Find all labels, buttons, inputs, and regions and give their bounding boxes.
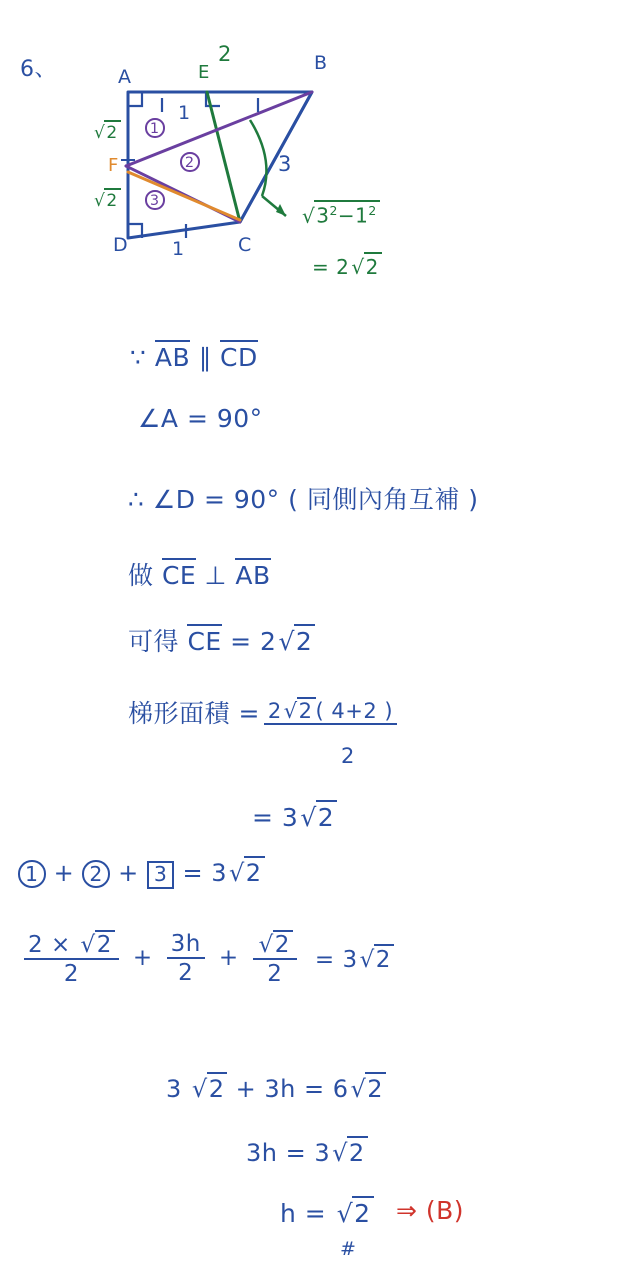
term-2-denominator: 2 <box>178 959 194 986</box>
term-3-denominator: 2 <box>267 961 283 988</box>
vertex-label-B: B <box>314 52 328 74</box>
solution-line-9 <box>20 930 394 986</box>
plus-sign-2: + <box>218 945 239 972</box>
vertex-label-C: C <box>238 234 252 256</box>
region-number-3: 3 <box>145 190 165 210</box>
term-2-fraction <box>167 932 205 985</box>
solution-line-12: h = √2 <box>280 1196 374 1228</box>
green-note-line2: = 2 √2 <box>312 252 382 279</box>
equation-rhs: = 3√2 <box>315 944 394 973</box>
region-number-2: 2 <box>180 152 200 172</box>
solution-line-8: 1 + 2 + 3 = 3√2 <box>18 856 265 889</box>
solution-line-1: ∵ AB ∥ CD <box>130 340 258 372</box>
final-answer: ⇒ (B) <box>396 1196 465 1225</box>
vertex-label-D: D <box>113 234 129 256</box>
vertex-label-E: E <box>198 62 210 83</box>
vertex-label-A: A <box>118 66 132 88</box>
trapezoid-area-fraction <box>264 697 397 727</box>
solution-line-3: ∴ ∠D = 90° ( 同側內角互補 ) <box>128 485 479 514</box>
vertex-label-F: F <box>108 155 119 176</box>
trapezoid-area-label: 梯形面積 = <box>128 699 260 728</box>
edge-label-3: 3 <box>278 152 292 176</box>
term-2-numerator: 3h <box>167 932 205 959</box>
solution-line-5: 可得 CE = 2√2 <box>128 622 315 658</box>
fraction-denominator-2: 2 <box>341 744 355 768</box>
segment-CE <box>207 92 240 222</box>
solution-line-7: = 3√2 <box>252 800 337 832</box>
side-label-sqrt2-lower: √2 <box>92 188 121 211</box>
green-note-line1: $√3^2-1^2$ <box>300 200 380 228</box>
edge-label-1-top: 1 <box>178 102 191 124</box>
term-1-fraction: $\frac{2 \times √2}{2}$ <box>24 930 119 986</box>
solution-line-4: 做 CE ⊥ AB <box>128 556 271 592</box>
end-mark: # <box>340 1238 357 1260</box>
arrow-head <box>276 204 286 216</box>
edge-label-1-bottom: 1 <box>172 238 185 260</box>
solution-line-10: 3 √2 + 3h = 6√2 <box>166 1072 386 1103</box>
solution-line-6 <box>128 694 401 768</box>
term-3-fraction: $\frac{√2}{2}$ <box>253 930 297 986</box>
edge-label-2: 2 <box>218 42 232 66</box>
plus-sign-1: + <box>132 945 153 972</box>
region-number-1: 1 <box>145 118 165 138</box>
problem-number: 6、 <box>20 57 57 82</box>
side-label-sqrt2-upper: √2 <box>92 120 121 143</box>
fraction-denominator <box>327 725 335 727</box>
angle-arc <box>250 120 266 196</box>
solution-line-11: 3h = 3√2 <box>246 1136 368 1167</box>
right-angle-mark-A <box>128 92 142 106</box>
fraction-numerator: 2√2 ( 4+2 ) <box>264 697 397 725</box>
solution-line-2: ∠A = 90° <box>138 404 263 433</box>
geometry-diagram <box>0 0 639 320</box>
